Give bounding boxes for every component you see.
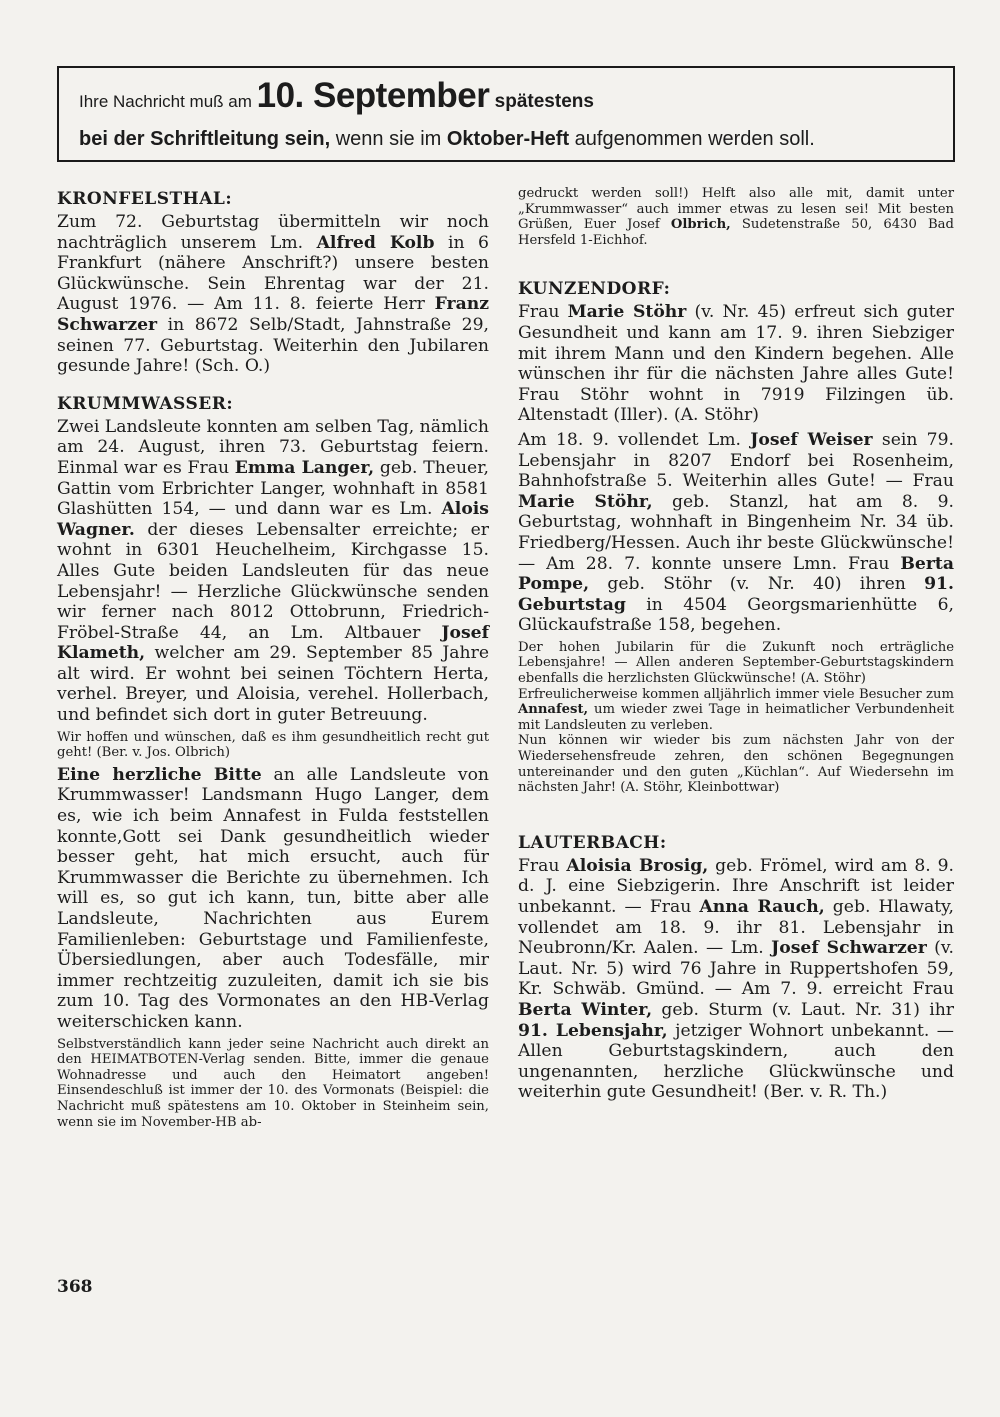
text: (v. Nr. 45) erfreut sich guter Gesundheit und kann am 17. 9. ihren Siebziger mit ihrem Mann und den Kindern begehen. Alle wünschen ihr für die nächsten Jahre alles Gute! Frau Stöhr wohnt in 7919 Filzingen üb. Altenstadt (Iller). (A. Stöhr) bbox=[518, 302, 955, 426]
right-column bbox=[518, 180, 954, 1103]
text: Frau bbox=[518, 855, 567, 876]
text: Zum 72. Geburtstag übermitteln wir noch nachträglich unserem Lm. bbox=[57, 212, 489, 253]
text: gedruckt werden soll!) Helft also alle mit, damit unter „Krummwasser“ auch immer etwas zu lesen sei! Mit besten Grüßen, Euer Josef bbox=[518, 186, 954, 233]
person-name: Alois Wagner. bbox=[57, 499, 489, 540]
person-name: Aloisia Brosig, bbox=[566, 855, 709, 876]
section-heading-kronfelsthal: KRONFELSTHAL: bbox=[57, 189, 233, 209]
text: sein 79. Lebensjahr in 8207 Endorf bei Rosenheim, Bahnhofstraße 5. Weiterhin alles Gute! — Frau bbox=[518, 429, 955, 492]
krummwasser-paragraph bbox=[57, 417, 489, 726]
kunzendorf-small-note-3: Nun können wir wieder bis zum nächsten Jahr von der Wiedersehensfreude zehren, den schönen Begegnungen untereinander und den guten „Küchlan“. Auf Wiedersehn im nächsten Jahr! (A. Stöhr, Kleinbottwar) bbox=[518, 733, 954, 796]
person-name: Franz Schwarzer bbox=[57, 294, 489, 335]
text: geb. Sturm (v. Laut. Nr. 31) ihr bbox=[652, 999, 954, 1020]
notice-line-1 bbox=[79, 76, 594, 116]
person-name: Josef Schwarzer bbox=[771, 938, 927, 959]
notice-text: wenn sie im bbox=[330, 128, 447, 150]
notice-text: Ihre Nachricht muß am bbox=[79, 92, 257, 111]
text: geb. Stöhr (v. Nr. 40) ihren bbox=[589, 574, 925, 595]
text: Sudetenstraße 50, 6430 Bad Hersfeld 1-Eichhof. bbox=[518, 217, 954, 248]
birthday-highlight: 91. Lebensjahr, bbox=[518, 1020, 668, 1041]
notice-text: aufgenommen werden soll. bbox=[569, 128, 815, 150]
left-column bbox=[57, 180, 489, 1130]
event-name: Annafest, bbox=[518, 702, 589, 718]
text: Am 18. 9. vollendet Lm. bbox=[518, 429, 751, 450]
deadline-notice-box bbox=[57, 66, 955, 162]
person-name: Anna Rauch, bbox=[699, 897, 825, 917]
birthday-highlight: 91. Geburtstag bbox=[518, 574, 954, 615]
person-name: Berta Winter, bbox=[518, 999, 653, 1020]
section-heading-kunzendorf: KUNZENDORF: bbox=[518, 279, 671, 300]
appeal-heading: Eine herzliche Bitte bbox=[57, 764, 262, 785]
person-name: Josef Weiser bbox=[750, 429, 873, 450]
krummwasser-small-note: Wir hoffen und wünschen, daß es ihm gesundheitlich recht gut geht! (Ber. v. Jos. Olbrich) bbox=[57, 729, 489, 761]
kunzendorf-small-note-1: Der hohen Jubilarin für die Zukunft noch erträgliche Lebensjahre! — Allen anderen September-Geburtstagskindern ebenfalls die herzlichsten Glückwünsche! (A. Stöhr) bbox=[518, 639, 954, 687]
krummwasser-continuation bbox=[518, 186, 954, 248]
text: geb. Theuer, Gattin vom Erbrichter Langer, wohnhaft in 8581 Glashütten 154, — und dann war es Lm. bbox=[57, 457, 489, 520]
text: in 8672 Selb/Stadt, Jahnstraße 29, seinen 77. Geburtstag. Weiterhin den Jubilaren gesunde Jahre! (Sch. O.) bbox=[57, 314, 489, 377]
person-name: Marie Stöhr bbox=[567, 302, 687, 323]
person-name: Josef Klameth, bbox=[57, 622, 489, 664]
text: Frau bbox=[518, 302, 568, 323]
kunzendorf-paragraph-1 bbox=[518, 302, 954, 426]
text: geb. Frömel, wird am 8. 9. d. J. eine Siebzigerin. Ihre Anschrift ist leider unbekannt. — Frau bbox=[518, 855, 955, 917]
notice-date: 10. September bbox=[256, 76, 490, 115]
section-heading-krummwasser: KRUMMWASSER: bbox=[57, 393, 234, 414]
notice-line-2 bbox=[79, 128, 815, 151]
text: in 6 Frankfurt (nähere Anschrift?) unsere besten Glückwünsche. Sein Ehrentag war der 21. August 1976. — Am 11. 8. feierte Herr bbox=[57, 232, 489, 315]
lauterbach-paragraph bbox=[518, 856, 954, 1103]
text: der dieses Lebensalter erreichte; er wohnt in 6301 Heuchelheim, Kirchgasse 15. Alles Gute beiden Landsleuten für das neue Lebensjahr! — Herzliche Glückwünsche senden wir ferner nach 8012 Ottobrunn, Friedrich-Fröbel-Straße 44, an Lm. Altbauer bbox=[57, 519, 489, 643]
section-heading-lauterbach: LAUTERBACH: bbox=[518, 832, 667, 853]
page-number: 368 bbox=[57, 1277, 93, 1297]
text: geb. Stanzl, hat am 8. 9. Geburtstag, wohnhaft in Bingenheim Nr. 34 üb. Friedberg/Hessen. Auch ihr beste Glückwünsche! — Am 28. 7. konnte unsere Lmn. Frau bbox=[518, 491, 954, 574]
notice-bold-text: bei der Schriftleitung sein, bbox=[79, 128, 331, 150]
person-name: Emma Langer, bbox=[234, 457, 375, 478]
person-name: Berta Pompe, bbox=[518, 553, 954, 595]
text: in 4504 Georgsmarienhütte 6, Glückaufstraße 158, begehen. bbox=[518, 594, 954, 636]
notice-issue: Oktober-Heft bbox=[446, 128, 570, 150]
text: Zwei Landsleute konnten am selben Tag, nämlich am 24. August, ihren 73. Geburtstag feiern. Einmal war es Frau bbox=[57, 416, 489, 478]
text: Erfreulicherweise kommen alljährlich immer viele Besucher zum bbox=[518, 686, 954, 702]
text: (v. Laut. Nr. 5) wird 76 Jahre in Ruppertshofen 59, Kr. Schwäb. Gmünd. — Am 7. 9. erreicht Frau bbox=[518, 938, 954, 1000]
text: an alle Landsleute von Krummwasser! Landsmann Hugo Langer, dem es, wie ich beim Annafest in Fulda feststellen konnte,Gott sei Dank gesundheitlich wieder besser geht, hat mich ersucht, auch für Krummwasser die Berichte zu übernehmen. Ich will es, so gut ich kann, tun, bitte aber alle Landsleute, Nachrichten aus Eurem Familienleben: Geburtstage und Familienfeste, Übersiedlungen, aber auch Todesfälle, mir immer rechtzeitig zuzuleiten, damit ich sie bis zum 10. Tag des Vormonates an den HB-Verlag weiterschicken kann. bbox=[57, 764, 489, 1032]
person-name: Olbrich, bbox=[670, 217, 731, 233]
text: um wieder zwei Tage in heimatlicher Verbundenheit mit Landsleuten zu verleben. bbox=[518, 702, 954, 733]
person-name: Alfred Kolb bbox=[316, 232, 435, 253]
kronfelsthal-paragraph bbox=[57, 212, 489, 377]
kunzendorf-small-note-2 bbox=[518, 687, 954, 734]
krummwasser-appeal-paragraph bbox=[57, 765, 489, 1033]
text: welcher am 29. September 85 Jahre alt wird. Er wohnt bei seinen Töchtern Herta, verhel. Breyer, und Aloisia, verehel. Hollerbach, und befindet sich dort in guter Betreuung. bbox=[57, 643, 489, 726]
notice-text: spätestens bbox=[489, 91, 594, 112]
kunzendorf-paragraph-2 bbox=[518, 430, 954, 636]
person-name: Marie Stöhr, bbox=[518, 491, 653, 512]
text: jetziger Wohnort unbekannt. — Allen Geburtstagskindern, auch den ungenannten, herzliche Glückwünsche und weiterhin gute Gesundheit! (Ber. v. R. Th.) bbox=[518, 1020, 954, 1103]
krummwasser-small-note-2: Selbstverständlich kann jeder seine Nachricht auch direkt an den HEIMATBOTEN-Verlag senden. Bitte, immer die genaue Wohnadresse und auch den Heimatort angeben! Einsendeschluß ist immer der 10. des Vormonats (Beispiel: die Nachricht muß spätestens am 10. Oktober in Steinheim sein, wenn sie im November-HB ab- bbox=[57, 1036, 489, 1130]
text: geb. Hlawaty, vollendet am 18. 9. ihr 81. Lebensjahr in Neubronn/Kr. Aalen. — Lm. bbox=[518, 897, 954, 959]
